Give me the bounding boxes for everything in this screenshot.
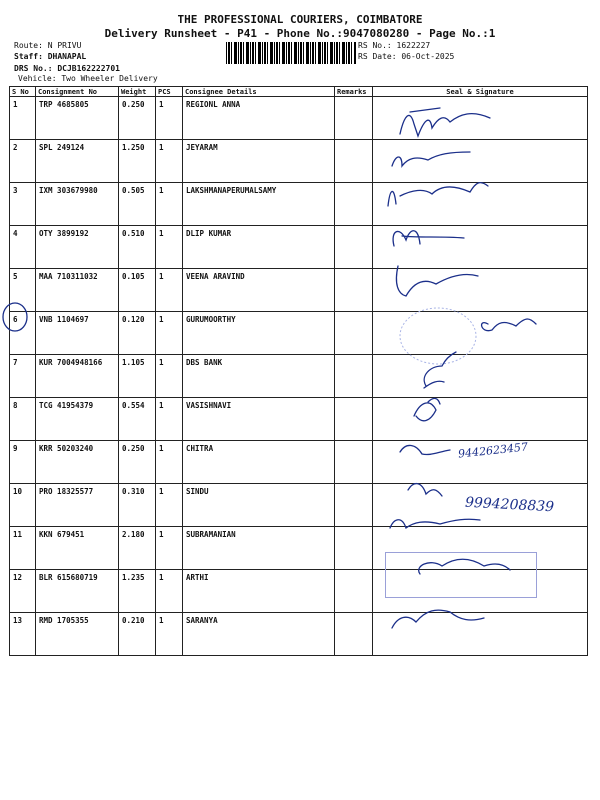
- row-consignee: JEYARAM: [183, 140, 335, 183]
- row-consignee: REGIONL ANNA: [183, 97, 335, 140]
- row-remarks: [335, 441, 373, 484]
- signature-2: [392, 152, 470, 166]
- row-weight: 0.250: [119, 441, 156, 484]
- row-consignee: SINDU: [183, 484, 335, 527]
- row-consignee: CHITRA: [183, 441, 335, 484]
- row-sno: 8: [10, 398, 36, 441]
- row-remarks: [335, 527, 373, 570]
- row-consignment-no: OTY 3899192: [36, 226, 119, 269]
- signature-5: [396, 266, 478, 296]
- route-label: Route: N PRIVU: [14, 41, 82, 50]
- row-consignment-no: IXM 303679980: [36, 183, 119, 226]
- signature-3: [388, 183, 488, 206]
- rs-number: RS No.: 1622227: [358, 41, 431, 50]
- row-weight: 0.554: [119, 398, 156, 441]
- row-pcs: 1: [156, 527, 183, 570]
- row-consignee: SARANYA: [183, 613, 335, 656]
- row-weight: 1.105: [119, 355, 156, 398]
- row-sno: 12: [10, 570, 36, 613]
- row-remarks: [335, 226, 373, 269]
- col-consignment: Consignment No: [36, 87, 119, 97]
- row-sno: 10: [10, 484, 36, 527]
- row-remarks: [335, 484, 373, 527]
- row-weight: 0.105: [119, 269, 156, 312]
- row-consignment-no: RMD 1705355: [36, 613, 119, 656]
- row-consignee: DLIP KUMAR: [183, 226, 335, 269]
- row-consignment-no: TRP 4685805: [36, 97, 119, 140]
- handwritten-phone-9: 9442623457: [457, 440, 529, 461]
- signature-8: [414, 398, 440, 420]
- seal-stamp-box: [385, 552, 537, 598]
- row-sno: 9: [10, 441, 36, 484]
- row-consignment-no: VNB 1104697: [36, 312, 119, 355]
- row-consignee: VEENA ARAVIND: [183, 269, 335, 312]
- row-pcs: 1: [156, 613, 183, 656]
- row-sno: 3: [10, 183, 36, 226]
- runsheet-subtitle: Delivery Runsheet - P41 - Phone No.:9047080280 - Page No.:1: [104, 27, 496, 40]
- signature-4: [393, 231, 464, 246]
- row-consignment-no: PRO 18325577: [36, 484, 119, 527]
- row-weight: 2.180: [119, 527, 156, 570]
- row-sno: 11: [10, 527, 36, 570]
- row-sno: 13: [10, 613, 36, 656]
- row-remarks: [335, 398, 373, 441]
- row-sno: 7: [10, 355, 36, 398]
- vehicle-label: Vehicle: Two Wheeler Delivery: [18, 74, 158, 83]
- row-sno: 6: [10, 312, 36, 355]
- col-consignee: Consignee Details: [183, 87, 335, 97]
- stamp-circle: [400, 308, 476, 364]
- row-pcs: 1: [156, 441, 183, 484]
- row-sno: 2: [10, 140, 36, 183]
- row-remarks: [335, 312, 373, 355]
- row-consignment-no: KKN 679451: [36, 527, 119, 570]
- row-weight: 0.250: [119, 97, 156, 140]
- row-consignee: DBS BANK: [183, 355, 335, 398]
- row-consignment-no: TCG 41954379: [36, 398, 119, 441]
- table-header-row: [10, 87, 588, 97]
- barcode: [226, 42, 356, 64]
- row-weight: 1.235: [119, 570, 156, 613]
- row-pcs: 1: [156, 97, 183, 140]
- signature-6: [482, 319, 536, 331]
- row-consignment-no: KUR 7004948166: [36, 355, 119, 398]
- row-weight: 0.120: [119, 312, 156, 355]
- signature-9: [400, 445, 450, 454]
- row-sno: 1: [10, 97, 36, 140]
- row-pcs: 1: [156, 140, 183, 183]
- row-remarks: [335, 613, 373, 656]
- row-remarks: [335, 269, 373, 312]
- company-title: THE PROFESSIONAL COURIERS, COIMBATORE: [177, 13, 423, 26]
- row-remarks: [335, 140, 373, 183]
- row-weight: 1.250: [119, 140, 156, 183]
- row-pcs: 1: [156, 183, 183, 226]
- signature-7: [424, 352, 456, 388]
- row-pcs: 1: [156, 398, 183, 441]
- row-consignee: LAKSHMANAPERUMALSAMY: [183, 183, 335, 226]
- row-weight: 0.310: [119, 484, 156, 527]
- staff-label: Staff: DHANAPAL: [14, 52, 87, 61]
- row-weight: 0.510: [119, 226, 156, 269]
- row-6-circle-mark: [0, 300, 30, 334]
- drs-number: DRS No.: DCJB162222701: [14, 64, 120, 73]
- row-pcs: 1: [156, 312, 183, 355]
- handwritten-phone-10: 9994208839: [464, 494, 555, 516]
- row-consignee: GURUMOORTHY: [183, 312, 335, 355]
- row-consignment-no: SPL 249124: [36, 140, 119, 183]
- row-consignment-no: MAA 710311032: [36, 269, 119, 312]
- row-consignment-no: KRR 50203240: [36, 441, 119, 484]
- row-sno: 5: [10, 269, 36, 312]
- row-consignment-no: BLR 615680719: [36, 570, 119, 613]
- row-pcs: 1: [156, 484, 183, 527]
- row-pcs: 1: [156, 226, 183, 269]
- row-weight: 0.210: [119, 613, 156, 656]
- row-remarks: [335, 570, 373, 613]
- row-consignee: ARTHI: [183, 570, 335, 613]
- row-consignee: VASISHNAVI: [183, 398, 335, 441]
- signature-1: [400, 108, 490, 136]
- signature-10: [408, 484, 442, 496]
- col-weight: Weight: [119, 87, 156, 97]
- row-remarks: [335, 355, 373, 398]
- row-pcs: 1: [156, 355, 183, 398]
- signature-13: [392, 610, 484, 628]
- row-pcs: 1: [156, 570, 183, 613]
- row-sno: 4: [10, 226, 36, 269]
- row-consignee: SUBRAMANIAN: [183, 527, 335, 570]
- row-remarks: [335, 97, 373, 140]
- signature-11: [390, 519, 480, 528]
- row-remarks: [335, 183, 373, 226]
- col-pcs: PCS: [156, 87, 183, 97]
- col-signature: Seal & Signature: [373, 87, 588, 97]
- col-remarks: Remarks: [335, 87, 373, 97]
- row-pcs: 1: [156, 269, 183, 312]
- rs-date: RS Date: 06-Oct-2025: [358, 52, 455, 61]
- row-weight: 0.505: [119, 183, 156, 226]
- col-sno: S No: [10, 87, 36, 97]
